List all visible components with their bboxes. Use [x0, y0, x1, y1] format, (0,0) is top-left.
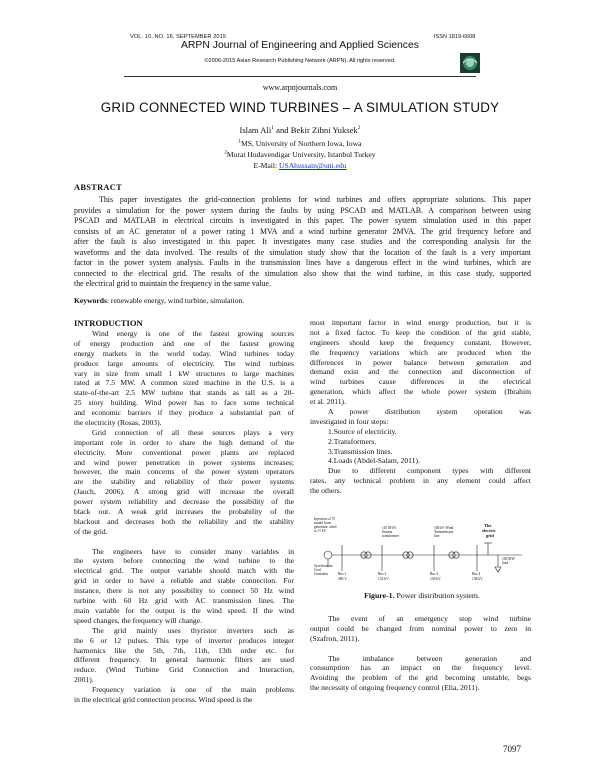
- abstract-line: PSCAD and MATLAB in electrical circuits is investigated in this paper. The power system simulation used in this paper: [74, 216, 531, 225]
- page-number: 7097: [503, 744, 521, 754]
- paragraph-gap: [74, 537, 294, 547]
- fig-bus4-v: 138 kV: [472, 577, 483, 581]
- intro-line: and economic barriers if they produce a substantial part of: [74, 408, 294, 418]
- intro-line: consumption has an impact on the frequency level.: [310, 663, 531, 673]
- intro-line: investigated in four steps:: [310, 416, 389, 426]
- intro-line: of energy production and one of the fastest growing: [74, 338, 294, 348]
- intro-line: important role in order to share the high demand of the: [74, 437, 294, 447]
- intro-line: output could be changed from nominal power to zero in: [310, 623, 531, 633]
- journal-name: ARPN Journal of Engineering and Applied Sciences: [181, 40, 419, 51]
- intro-line: Frequency variation is one of the main problems: [92, 685, 294, 695]
- paper-title: GRID CONNECTED WIND TURBINES – A SIMULATION STUDY: [100, 100, 500, 115]
- intro-left-column: [74, 329, 294, 705]
- intro-right-column-bottom: [310, 614, 531, 693]
- intro-line: generation, which affect the whole power system (Ibrahim: [310, 387, 531, 397]
- intro-line: Due to different component types with different: [328, 466, 531, 476]
- step-item: 1.Source of electricity.: [328, 426, 397, 436]
- step-item: 4.Loads (Abdel-Salam, 2011).: [328, 456, 420, 466]
- intro-line: not a fixed factor. To keep the condition of the grid stable,: [310, 327, 531, 337]
- aff1-sup: 1: [238, 139, 242, 145]
- journal-url[interactable]: www.arpnjournals.com: [262, 83, 338, 92]
- intro-line: rates, any technical problem in any element could affect: [310, 476, 531, 486]
- step-item: 3.Transmission lines.: [328, 446, 393, 456]
- fig-bus1: Bus 1: [338, 572, 347, 576]
- author-1: Islam Ali: [239, 125, 272, 135]
- intro-line: vary in size from small 1 kW structures to large machines: [74, 368, 294, 378]
- keywords-text: : renewable energy, wind turbine, simulation.: [106, 296, 245, 305]
- fig-bus3: Bus 3: [430, 572, 439, 576]
- intro-line: wind turbines cause differences in the electrical: [310, 377, 531, 387]
- figure-caption-text: Power distribution system.: [394, 591, 480, 600]
- intro-line: et al. 2011).: [310, 397, 346, 407]
- journal-logo-icon: [460, 53, 480, 73]
- intro-line: A power distribution system operation was: [328, 407, 531, 417]
- intro-line: are the stability and reliability of their power systems: [74, 477, 294, 487]
- intro-line: harmonics like the 5th, 7th, 11th, 13th order etc. for: [74, 645, 294, 655]
- abstract-line: factor in the power system analysis. Faults in the transmission lines have a dangerous effect in the wind turbines, which are: [74, 258, 531, 267]
- fig-bus2-v: 132 kV: [378, 577, 389, 581]
- fig-bus3-v: 138 kV: [430, 577, 441, 581]
- abstract-line: after the fault is also investigated in this paper. It investigates many case studies and the corresponding analysis for the: [74, 237, 531, 246]
- author-line: [0, 125, 600, 135]
- intro-line: instance, there is not any possibility to connect 50 Hz wind: [74, 586, 294, 596]
- intro-line: different frequency. In general harmonic filters are used: [74, 655, 294, 665]
- copyright: ©2006-2015 Asian Research Publishing Network (ARPN). All rights reserved.: [204, 58, 396, 64]
- keywords: [74, 296, 244, 305]
- intro-line: reduce. (Wind Turbine Grid Connection and Interaction,: [74, 665, 294, 675]
- fig-line-label: 100 kV Wind Transmission line: [434, 526, 454, 538]
- intro-line: engineers should keep the frequency constant. However,: [310, 337, 531, 347]
- intro-line: turbine with 60 Hz grid with AC transmission lines. The: [74, 596, 294, 606]
- affiliation-2: [0, 150, 600, 159]
- paragraph-gap: [310, 644, 531, 654]
- intro-line: The imbalance between generation and: [328, 653, 531, 663]
- intro-line: electricity. More conventional power plants are replaced: [74, 447, 294, 457]
- intro-line: electrical grid. The output variable should match with the: [74, 566, 294, 576]
- intro-line: and wind power penetration in power systems increases;: [74, 457, 294, 467]
- intro-line: the electricity (Rosas, 2003).: [74, 418, 162, 428]
- intro-line: main variable for the output is the wind speed. If the wind: [74, 605, 294, 615]
- fig-xfmr-label: 110 MVA Station transformer: [382, 526, 399, 538]
- intro-line: the 6 or 12 pulses. This type of inverter produces integer: [74, 635, 294, 645]
- author-2: Bekir Zihni Yuksek: [290, 125, 358, 135]
- abstract-heading: ABSTRACT: [74, 183, 123, 192]
- intro-line: Wind energy is one of the fastest growing sources: [92, 329, 294, 338]
- abstract-line: the electrical grid to maintain the frequency in the same value.: [74, 279, 271, 288]
- intro-line: The grid mainly uses thyristor inverters such as: [92, 625, 294, 635]
- intro-heading: INTRODUCTION: [74, 318, 143, 328]
- intro-line: demand exist and the connection and disconnection of: [310, 367, 531, 377]
- intro-line: The engineers have to consider many variables in: [92, 546, 294, 556]
- fig-src-label: Injection of 75 model from generator, rated at 11 kV: [314, 517, 337, 533]
- abstract-line: provides a simulation for the power system during the faults by using PSCAD and MATLAB. A comparison between using: [74, 205, 531, 215]
- intro-line: blackout and decreases both the reliability and the stability: [74, 516, 294, 526]
- intro-line: rated at 7.5 MW. A common sized machine in the U.S. is a: [74, 378, 294, 388]
- intro-line: grid in order to have a reliable and stable connection. For: [74, 576, 294, 586]
- email-label: E-Mail:: [253, 161, 279, 170]
- intro-line: power system reliability and decrease the possibility of the: [74, 497, 294, 507]
- aff1-text: MS, University of Northern Iowa, Iowa: [241, 139, 362, 148]
- intro-line: 2001).: [74, 675, 94, 685]
- intro-line: of the grid.: [74, 526, 108, 536]
- author-joiner: and: [274, 125, 291, 135]
- author-1-sup: 1: [271, 125, 275, 132]
- fig-load-label: 100 MW load: [502, 557, 515, 565]
- abstract-line: waveforms and the data involved. The results of the simulation study show that the location of the fault is a very important: [74, 247, 531, 257]
- fig-sync-label: Synchronous Grid Generator: [314, 564, 333, 576]
- intro-line: the system before connecting the wind turbine to the: [74, 556, 294, 566]
- issn: ISSN 1819-6608: [434, 34, 476, 40]
- fig-grid-label: The electric grid: [482, 523, 496, 538]
- intro-line: the others.: [310, 486, 342, 496]
- fig-bus4: Bus 4: [472, 572, 481, 576]
- intro-line: the necessity of ongoing frequency control (Elia, 2011).: [310, 683, 480, 693]
- intro-line: the frequency variations which are produced when the: [310, 347, 531, 357]
- email-line: [0, 161, 600, 170]
- volume-info: VOL. 10, NO. 16, SEPTEMBER 2015: [130, 34, 227, 40]
- header-divider: [124, 76, 476, 77]
- intro-line: speed changes, the frequency will change.: [74, 615, 202, 625]
- fig-bus2: Bus 2: [378, 572, 387, 576]
- intro-line: 25 story building. Wind power has to face some technical: [74, 398, 294, 408]
- figure-caption: [312, 591, 532, 600]
- email-link[interactable]: USAhussain@uni.edu: [278, 161, 347, 170]
- abstract-line: This paper investigates the grid-connection problems for wind turbines and offers appropriate solutions. This paper: [99, 195, 531, 204]
- intro-line: most important factor in wind energy production, but it is: [310, 318, 531, 327]
- affiliation-1: [0, 139, 600, 148]
- intro-line: differences in power balance between generation and: [310, 357, 531, 367]
- figure-label: Figure-1.: [364, 591, 395, 600]
- abstract-line: connected to the electrical grid. The results of the simulation also show that the wind turbine, in this case study, supported: [74, 268, 531, 278]
- abstract-line: consists of an AC generator of a power rating 1 MVA and a wind turbine generator 2MVA. The grid frequency before and: [74, 226, 531, 236]
- intro-line: energy markets in the world today. Wind turbines today: [74, 348, 294, 358]
- aff2-sup: 2: [224, 150, 227, 156]
- intro-line: however, the main concerns of the power system operators: [74, 467, 294, 477]
- intro-line: state-of-the-art 2.5 MW turbine that stands as tall as a 20-: [74, 388, 294, 398]
- intro-right-column: [310, 318, 531, 496]
- power-distribution-diagram: [312, 515, 532, 588]
- intro-line: (Szafron, 2011).: [310, 633, 360, 643]
- intro-line: black out. A weak grid increases the probability of the: [74, 507, 294, 517]
- intro-line: produce large amounts of electricity. The wind turbines: [74, 358, 294, 368]
- step-item: 2.Transformers.: [328, 436, 377, 446]
- intro-line: Grid connection of all these sources plays a very: [92, 427, 294, 437]
- keywords-label: Keywords: [74, 296, 107, 305]
- aff2-text: Murat Hudavendigar University, Istanbul Turkey: [226, 150, 376, 159]
- fig-bus1-v: 480 V: [338, 577, 347, 581]
- author-2-sup: 2: [357, 125, 361, 132]
- intro-line: Avoiding the problem of the grid becoming unstable, begs: [310, 673, 531, 683]
- intro-line: The event of an emergency stop wind turbine: [328, 614, 531, 623]
- intro-line: (Jauch, 2006). A strong grid will increase the overall: [74, 487, 294, 497]
- intro-line: in the electrical grid connection process. Wind speed is the: [74, 694, 253, 704]
